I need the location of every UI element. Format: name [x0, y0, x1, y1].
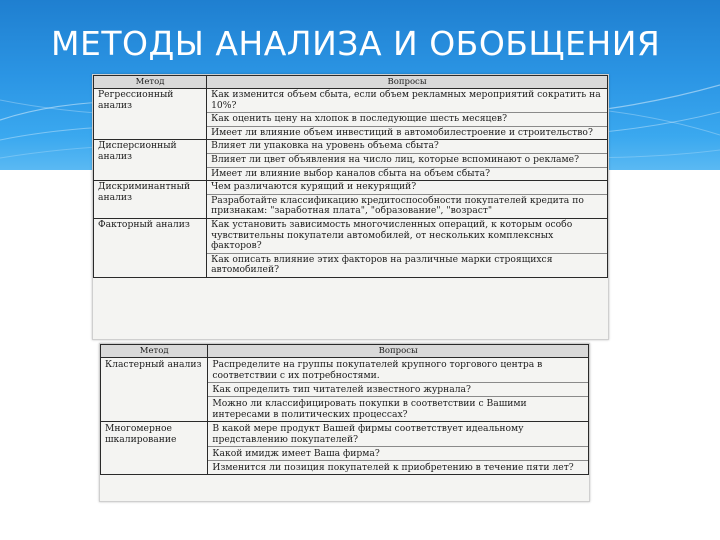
question-text: Имеет ли влияние объем инвестиций в автомобилестроение и строительство? — [211, 126, 593, 138]
table-row — [94, 181, 608, 219]
methods-table-1 — [93, 75, 608, 278]
column-header-questions: Вопросы — [208, 345, 589, 358]
method-cell: Дисперсионный анализ — [94, 140, 207, 181]
question-text: В какой мере продукт Вашей фирмы соответствует идеальному представлению покупателей? — [208, 422, 588, 447]
question-text: Разработайте классификацию кредитоспособности покупателей кредита по признакам: "заработная плата", "образование", "возраст" — [211, 194, 584, 217]
questions-cell — [207, 89, 608, 140]
questions-cell — [207, 218, 608, 277]
slide-title: МЕТОДЫ АНАЛИЗА И ОБОБЩЕНИЯ — [51, 24, 661, 63]
question-text: Как установить зависимость многочисленных операций, к которым особо чувствительны покупатели автомобилей, от нескольких комплексных факторов? — [207, 219, 607, 254]
method-cell: Регрессионный анализ — [94, 89, 207, 140]
methods-table-scan-1 — [92, 74, 609, 340]
questions-cell — [208, 358, 589, 422]
method-cell: Факторный анализ — [94, 218, 207, 277]
methods-table-scan-2 — [99, 343, 590, 502]
question-text: Имеет ли влияние выбор каналов сбыта на объем сбыта? — [211, 167, 491, 179]
question-text: Влияет ли упаковка на уровень объема сбыта? — [207, 140, 607, 154]
question-text: Влияет ли цвет объявления на число лиц, которые вспоминают о рекламе? — [207, 154, 607, 168]
question-text: Как изменится объем сбыта, если объем рекламных мероприятий сократить на 10%? — [207, 89, 607, 113]
table-row — [94, 218, 608, 277]
questions-cell — [208, 422, 589, 475]
question-text: Какой имидж имеет Ваша фирма? — [208, 447, 588, 461]
column-header-method: Метод — [101, 345, 208, 358]
table-row — [94, 89, 608, 140]
column-header-questions: Вопросы — [207, 76, 608, 89]
questions-cell — [207, 140, 608, 181]
question-text: Как описать влияние этих факторов на различные марки строящихся автомобилей? — [211, 253, 553, 276]
question-text: Чем различаются курящий и некурящий? — [207, 181, 607, 195]
method-cell: Дискриминантный анализ — [94, 181, 207, 219]
question-text: Распределите на группы покупателей крупного торгового центра в соответствии с их потребностями. — [208, 358, 588, 383]
question-text: Как определить тип читателей известного журнала? — [208, 383, 588, 397]
questions-cell — [207, 181, 608, 219]
methods-table-2 — [100, 344, 589, 475]
question-text: Изменится ли позиция покупателей к приобретению в течение пяти лет? — [212, 462, 574, 473]
question-text: Как оценить цену на хлопок в последующие шесть месяцев? — [207, 113, 607, 127]
method-cell: Многомерное шкалирование — [101, 422, 208, 475]
method-cell: Кластерный анализ — [101, 358, 208, 422]
question-text: Можно ли классифицировать покупки в соответствии с Вашими интересами в политических процессах? — [212, 398, 527, 420]
table-row — [94, 140, 608, 181]
column-header-method: Метод — [94, 76, 207, 89]
table-row — [101, 422, 589, 475]
table-row — [101, 358, 589, 422]
